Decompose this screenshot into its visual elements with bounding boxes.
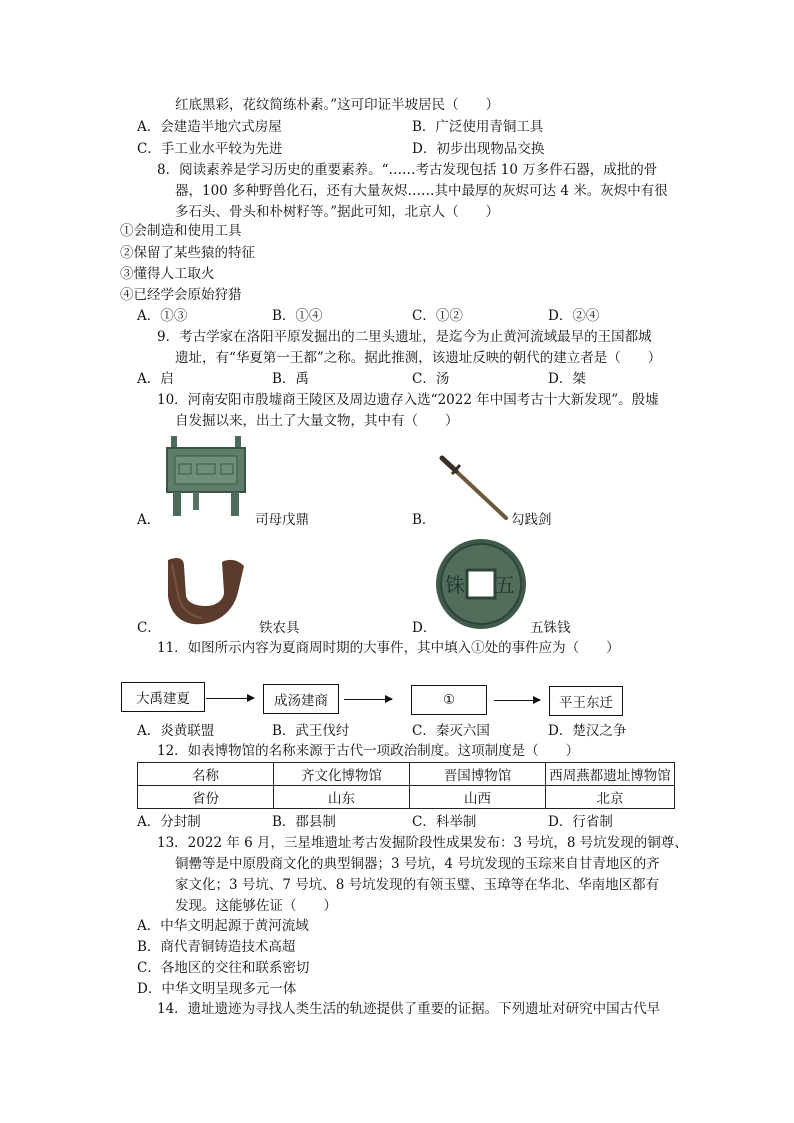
q10-option-d-caption: 五铢钱 <box>530 620 571 636</box>
flow-arrow-1 <box>206 698 254 699</box>
q8-item-3: ③懂得人工取火 <box>120 266 215 282</box>
table-cell: 西周燕都遗址博物馆 <box>546 763 675 786</box>
q9-option-d[interactable]: D．桀 <box>548 371 586 387</box>
q7-option-a[interactable]: A．会建造半地穴式房屋 <box>137 119 282 135</box>
goujian-sword-image <box>436 452 512 524</box>
q10-option-b[interactable]: B． <box>412 512 436 528</box>
iron-farm-tool-image <box>158 552 254 628</box>
q10-option-c-caption: 铁农具 <box>259 620 300 636</box>
table-cell: 名称 <box>138 763 274 786</box>
q8-stem-line2: 器，100 多种野兽化石，还有大量灰烬……其中最厚的灰烬可达 4 米。灰烬中有很 <box>175 183 668 199</box>
q12-stem: 12．如表博物馆的名称来源于古代一项政治制度。这项制度是（ ） <box>157 743 580 759</box>
q9-option-a[interactable]: A．启 <box>137 371 174 387</box>
coin-glyph-right: 五 <box>495 573 515 597</box>
q13-stem-line4: 发现。这能够佐证（ ） <box>175 898 337 914</box>
q8-option-c[interactable]: C．①② <box>412 308 463 324</box>
q11-option-d[interactable]: D．楚汉之争 <box>548 723 627 739</box>
q12-option-c[interactable]: C．科举制 <box>412 814 477 830</box>
flow-box-pingwang: 平王东迁 <box>549 686 623 716</box>
q8-item-1: ①会制造和使用工具 <box>120 223 242 239</box>
q13-option-b[interactable]: B．商代青铜铸造技术高超 <box>137 939 296 955</box>
q11-option-b[interactable]: B．武王伐纣 <box>272 723 350 739</box>
q11-option-c[interactable]: C．秦灭六国 <box>412 723 490 739</box>
q8-item-2: ②保留了某些猿的特征 <box>120 245 255 261</box>
q12-option-a[interactable]: A．分封制 <box>137 814 201 830</box>
q11-stem: 11．如图所示内容为夏商周时期的大事件，其中填入①处的事件应为（ ） <box>157 640 620 656</box>
q11-option-a[interactable]: A．炎黄联盟 <box>137 723 215 739</box>
q9-option-c[interactable]: C．汤 <box>412 371 450 387</box>
flow-box-blank: ① <box>411 685 487 715</box>
flow-box-dayu: 大禹建夏 <box>121 682 205 712</box>
q13-stem-line3: 家文化；3 号坑、7 号坑、8 号坑发现的有领玉璧、玉璋等在华北、华南地区都有 <box>175 877 660 893</box>
q7-stem: 红底黑彩，花纹简练朴素。”这可印证半坡居民（ ） <box>175 97 500 113</box>
q10-option-a-caption: 司母戊鼎 <box>255 512 309 528</box>
q10-stem-line2: 自发掘以来，出土了大量文物，其中有（ ） <box>175 413 459 429</box>
q8-option-d[interactable]: D．②④ <box>548 308 600 324</box>
q7-option-d[interactable]: D．初步出现物品交换 <box>412 141 545 157</box>
wuzhu-coin-image <box>433 536 529 632</box>
q10-option-a[interactable]: A． <box>137 512 161 528</box>
q9-option-b[interactable]: B．禹 <box>272 371 309 387</box>
q13-option-d[interactable]: D．中华文明呈现多元一体 <box>137 981 297 997</box>
q10-stem-line1: 10．河南安阳市殷墟商王陵区及周边遗存入选“2022 年中国考古十大新发现”。殷墟 <box>157 392 659 408</box>
q13-option-c[interactable]: C．各地区的交往和联系密切 <box>137 960 310 976</box>
q9-stem-line2: 遗址，有“华夏第一王都”之称。据此推测，该遗址反映的朝代的建立者是（ ） <box>175 350 662 366</box>
q12-option-b[interactable]: B．郡县制 <box>272 814 336 830</box>
q12-option-d[interactable]: D．行省制 <box>548 814 613 830</box>
q9-stem-line1: 9．考古学家在洛阳平原发掘出的二里头遗址，是迄今为止黄河流域最早的王国都城 <box>157 329 652 345</box>
q8-option-a[interactable]: A．①③ <box>137 308 188 324</box>
q10-option-d[interactable]: D． <box>412 620 437 636</box>
table-cell: 山西 <box>410 786 546 809</box>
q14-stem-line1: 14．遗址遗迹为寻找人类生活的轨迹提供了重要的证据。下列遗址对研究中国古代早 <box>157 1001 661 1017</box>
table-cell: 北京 <box>546 786 675 809</box>
q8-stem-line1: 8．阅读素养是学习历史的重要素养。“……考古发现包括 10 万多件石器，成批的骨 <box>157 162 658 178</box>
coin-glyph-left: 铢 <box>445 573 465 597</box>
flow-box-chengtang: 成汤建商 <box>263 684 339 714</box>
table-row <box>138 763 675 786</box>
table-row <box>138 786 675 809</box>
table-cell: 山东 <box>274 786 410 809</box>
museum-table <box>137 762 675 809</box>
table-cell: 省份 <box>138 786 274 809</box>
table-cell: 齐文化博物馆 <box>274 763 410 786</box>
q8-option-b[interactable]: B．①④ <box>272 308 323 324</box>
q10-option-c[interactable]: C． <box>137 620 161 636</box>
q7-option-c[interactable]: C．手工业水平较为先进 <box>137 141 283 157</box>
flow-arrow-2 <box>344 699 392 700</box>
simuwu-ding-image <box>163 434 249 518</box>
q13-option-a[interactable]: A．中华文明起源于黄河流域 <box>137 918 309 934</box>
q8-item-4: ④已经学会原始狩猎 <box>120 287 242 303</box>
q10-option-b-caption: 勾践剑 <box>511 512 552 528</box>
q8-stem-line3: 多石头、骨头和朴树籽等。”据此可知，北京人（ ） <box>175 204 500 220</box>
table-cell: 晋国博物馆 <box>410 763 546 786</box>
q13-stem-line2: 铜罍等是中原殷商文化的典型铜器；3 号坑，4 号坑发现的玉琮来自甘青地区的齐 <box>175 856 660 872</box>
flow-arrow-3 <box>494 700 540 701</box>
q13-stem-line1: 13．2022 年 6 月，三星堆遗址考古发掘阶段性成果发布：3 号坑，8 号坑发现的铜尊、 <box>157 835 688 851</box>
q7-option-b[interactable]: B．广泛使用青铜工具 <box>412 119 544 135</box>
